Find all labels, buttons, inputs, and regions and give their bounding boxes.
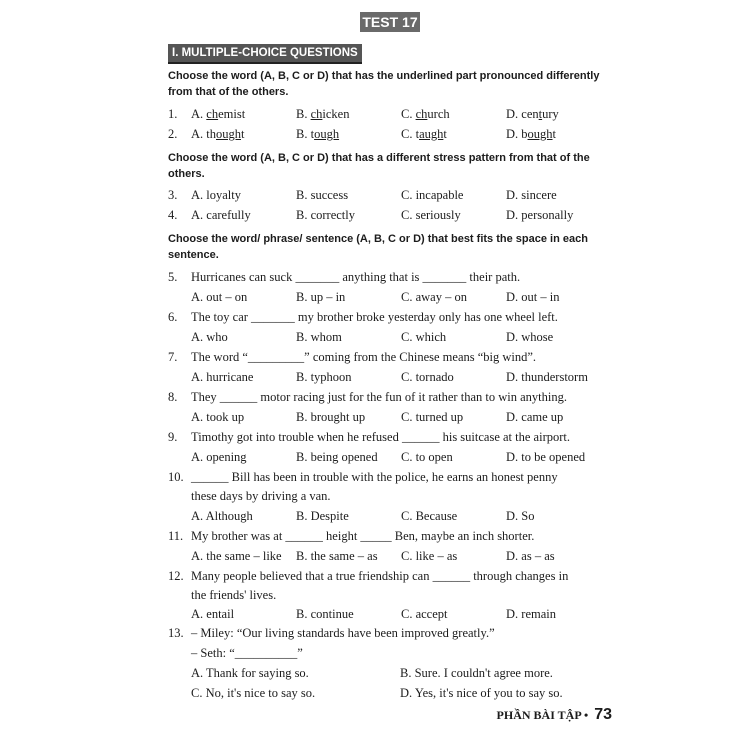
option-c: C. turned up [401, 410, 464, 424]
option-b: B. brought up [296, 410, 366, 424]
question-stem: The word “_________” coming from the Chinese means “big wind”. [191, 350, 537, 364]
option-c: C. to open [401, 450, 453, 464]
question-stem: ______ Bill has been in trouble with the police, he earns an honest penny [191, 470, 558, 484]
question-9-options [150, 447, 620, 467]
question-stem-cont: these days by driving a van. [191, 489, 331, 503]
option-a: A. loyalty [191, 188, 241, 202]
page-footer [497, 706, 612, 724]
page-number: 73 [594, 706, 612, 723]
option-b: B. up – in [296, 290, 346, 304]
option-c: C. church [401, 107, 450, 121]
question-stem: Timothy got into trouble when he refused ______ his suitcase at the airport. [191, 430, 570, 444]
question-7 [150, 347, 620, 367]
option-b: B. success [296, 188, 349, 202]
dialogue-line-2: – Seth: “__________” [191, 646, 303, 660]
option-a: A. who [191, 330, 228, 344]
question-stem: Hurricanes can suck _______ anything that is _______ their path. [191, 270, 521, 284]
option-a: A. out – on [191, 290, 248, 304]
option-c: C. tornado [401, 370, 454, 384]
question-number: 11. [168, 529, 184, 543]
option-b: B. chicken [296, 107, 350, 121]
question-4 [150, 205, 620, 225]
option-b: B. continue [296, 607, 354, 621]
option-c: C. away – on [401, 290, 467, 304]
option-a: A. hurricane [191, 370, 254, 384]
instruction-fill-blank: Choose the word/ phrase/ sentence (A, B, C or D) that best fits the space in each sentence. [168, 233, 588, 261]
question-stem-cont: the friends' lives. [191, 588, 277, 602]
option-d: D. century [506, 107, 559, 121]
option-d: D. bought [506, 127, 557, 141]
question-number: 2. [168, 127, 178, 141]
question-13-options-row2 [150, 683, 620, 703]
option-c: C. seriously [401, 208, 461, 222]
test-title: TEST 17 [360, 12, 420, 32]
option-b: B. Sure. I couldn't agree more. [400, 666, 553, 680]
option-c: C. like – as [401, 549, 458, 563]
option-c: C. incapable [401, 188, 464, 202]
question-13-options-row1 [150, 663, 620, 683]
question-number: 4. [168, 208, 178, 222]
option-d: D. whose [506, 330, 554, 344]
option-d: D. thunderstorm [506, 370, 588, 384]
question-number: 1. [168, 107, 178, 121]
option-a: A. Thank for saying so. [191, 666, 309, 680]
question-12-options [150, 604, 620, 624]
option-d: D. out – in [506, 290, 560, 304]
question-stem: Many people believed that a true friendship can ______ through changes in [191, 569, 569, 583]
question-1 [150, 104, 620, 124]
option-a: A. took up [191, 410, 245, 424]
option-a: A. carefully [191, 208, 251, 222]
question-10-line2 [150, 486, 620, 506]
option-c: C. taught [401, 127, 447, 141]
question-3 [150, 185, 620, 205]
question-stem: The toy car _______ my brother broke yesterday only has one wheel left. [191, 310, 558, 324]
question-7-options [150, 367, 620, 387]
footer-label: PHẦN BÀI TẬP • [496, 708, 589, 722]
option-d: D. to be opened [506, 450, 586, 464]
instruction-stress: Choose the word (A, B, C or D) that has a different stress pattern from that of the others. [168, 152, 590, 180]
option-d: D. sincere [506, 188, 557, 202]
question-number: 6. [168, 310, 178, 324]
option-b: B. correctly [296, 208, 356, 222]
option-d: D. remain [506, 607, 556, 621]
question-13 [150, 623, 620, 643]
question-12 [150, 566, 620, 586]
question-number: 12. [168, 569, 184, 583]
option-c: C. which [401, 330, 447, 344]
option-b: B. being opened [296, 450, 378, 464]
question-number: 5. [168, 270, 178, 284]
question-number: 8. [168, 390, 178, 404]
option-a: A. opening [191, 450, 247, 464]
option-c: C. Because [401, 509, 458, 523]
question-number: 9. [168, 430, 178, 444]
option-b: B. typhoon [296, 370, 352, 384]
option-b: B. whom [296, 330, 342, 344]
option-b: B. Despite [296, 509, 349, 523]
option-b: B. tough [296, 127, 340, 141]
option-c: C. No, it's nice to say so. [191, 686, 316, 700]
dialogue-line-1: – Miley: “Our living standards have been improved greatly.” [191, 626, 495, 640]
question-11 [150, 526, 620, 546]
option-d: D. personally [506, 208, 574, 222]
question-8 [150, 387, 620, 407]
option-c: C. accept [401, 607, 448, 621]
question-8-options [150, 407, 620, 427]
question-12-line2 [150, 585, 620, 605]
option-a: A. Although [191, 509, 253, 523]
question-13-line2 [150, 643, 620, 663]
question-6 [150, 307, 620, 327]
option-a: A. the same – like [191, 549, 282, 563]
option-d: D. came up [506, 410, 564, 424]
worksheet-page [150, 0, 620, 750]
question-2 [150, 124, 620, 144]
option-a: A. thought [191, 127, 245, 141]
question-number: 13. [168, 626, 184, 640]
option-a: A. entail [191, 607, 235, 621]
question-stem: They ______ motor racing just for the fun of it rather than to win anything. [191, 390, 567, 404]
option-d: D. as – as [506, 549, 555, 563]
question-number: 10. [168, 470, 184, 484]
question-number: 3. [168, 188, 178, 202]
question-6-options [150, 327, 620, 347]
question-5 [150, 267, 620, 287]
question-10 [150, 467, 620, 487]
question-stem: My brother was at ______ height _____ Ben, maybe an inch shorter. [191, 529, 535, 543]
option-d: D. Yes, it's nice of you to say so. [400, 686, 563, 700]
question-11-options [150, 546, 620, 566]
instruction-pronunciation: Choose the word (A, B, C or D) that has the underlined part pronounced differently from that of the others. [168, 70, 600, 98]
question-10-options [150, 506, 620, 526]
option-a: A. chemist [191, 107, 246, 121]
question-9 [150, 427, 620, 447]
option-d: D. So [506, 509, 535, 523]
question-number: 7. [168, 350, 178, 364]
section-heading: I. MULTIPLE-CHOICE QUESTIONS [168, 44, 362, 64]
option-b: B. the same – as [296, 549, 378, 563]
question-5-options [150, 287, 620, 307]
